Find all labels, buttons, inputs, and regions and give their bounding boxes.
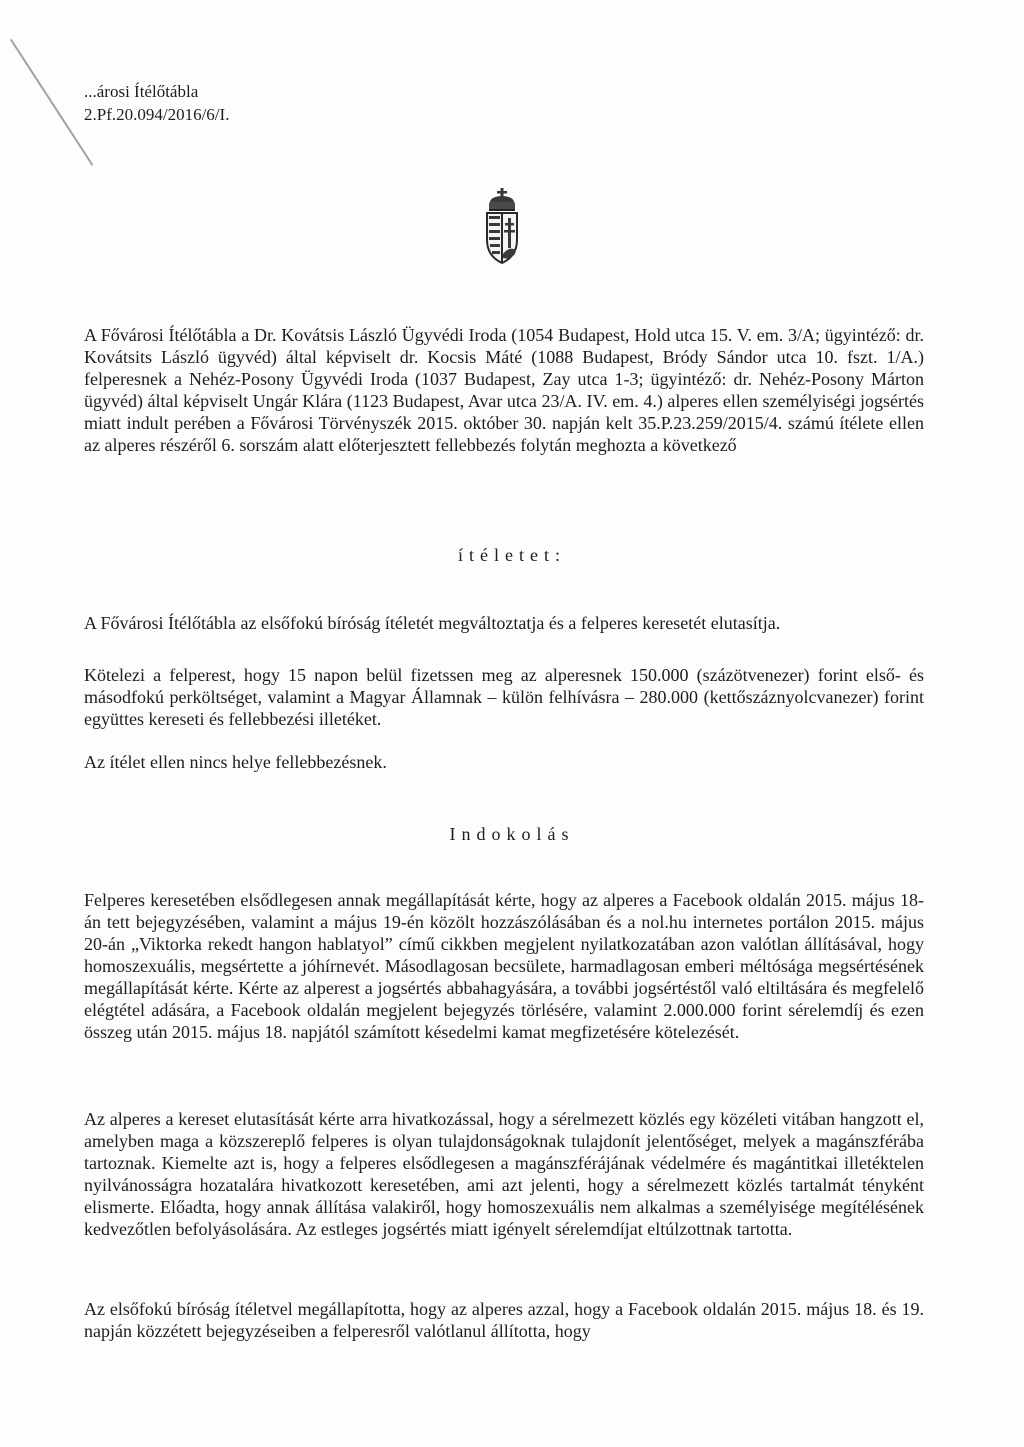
- reasons-paragraph-3: Az elsőfokú bíróság ítéletvel megállapította, hogy az alperes azzal, hogy a Facebook oldalán 2015. május 18. és 19. napján közzétett bejegyzéseiben a felperesről valótlanul állította, hogy: [84, 1299, 924, 1341]
- page-fold-mark: [10, 39, 93, 166]
- intro-paragraph: A Fővárosi Ítélőtábla a Dr. Kovátsis László Ügyvédi Iroda (1054 Budapest, Hold utca 15. V. em. 3/A; ügyintéző: dr. Kovátsits László ügyvéd) által képviselt dr. Kocsis Máté (1088 Budapest, Bródy Sándor utca 10. fszt. 1/A.) felperesnek a Nehéz-Posony Ügyvédi Iroda (1037 Budapest, Zay utca 1-3; ügyintéző: dr. Nehéz-Posony Márton ügyvéd) által képviselt Ungár Klára (1123 Budapest, Avar utca 23/A. IV. em. 4.) alperes ellen személyiségi jogsértés miatt indult perében a Fővárosi Törvényszék 2015. október 30. napján kelt 35.P.23.259/2015/4. számú ítélete ellen az alperes részéről 6. sorszám alatt előterjesztett fellebbezés folytán meghozta a következő: [84, 325, 924, 455]
- decision-paragraph-3: Az ítélet ellen nincs helye fellebbezésnek.: [84, 752, 387, 772]
- court-name: ...árosi Ítélőtábla: [84, 82, 199, 101]
- judgment-heading: ítéletet:: [458, 545, 566, 565]
- reasons-paragraph-2: Az alperes a kereset elutasítását kérte arra hivatkozással, hogy a sérelmezett közlés egy közéleti vitában hangzott el, amelyben maga a közszereplő felperes is olyan tulajdonságoknak tulajdonít jelentőséget, melyek a magánszférába tartoznak. Kiemelte azt is, hogy a felperes elsődlegesen a magánszférájának védelmére és magántitkai illetéktelen nyilvánosságra hozatalára hivatkozott keresetében, ami azt jelenti, hogy a sérelmezett közlés tartalmát tényként elismerte. Előadta, hogy annak állítása valakiről, hogy homoszexuális nem alkalmas a személyisége megítélésének kedvezőtlen befolyásolására. Az estleges jogsértés miatt igényelt sérelemdíjat eltúlzottnak tartotta.: [84, 1109, 924, 1239]
- reasons-paragraph-1: Felperes keresetében elsődlegesen annak megállapítását kérte, hogy az alperes a Facebook oldalán 2015. május 18-án tett bejegyzésében, valamint a május 19-én közölt hozzászólásában és a nol.hu internetes portálon 2015. május 20-án „Viktorka rekedt hangon hablatyol” című cikkben megjelent nyilatkozatában azon valótlan állításával, hogy homoszexuális, megsértette a jóhírnevét. Másodlagosan becsülete, harmadlagosan emberi méltósága megsértésének megállapítását kérte. Kérte az alperest a jogsértés abbahagyására, a további jogsértéstől való eltiltására és megfelelő elégtétel adására, a Facebook oldalán megjelent bejegyzés törlésére, valamint 2.000.000 forint sérelemdíj és ezen összeg után 2015. május 18. napjától számított késedelmi kamat megfizetésére kötelezését.: [84, 890, 924, 1042]
- decision-paragraph-1: A Fővárosi Ítélőtábla az elsőfokú bíróság ítéletét megváltoztatja és a felperes keresetét elutasítja.: [84, 613, 781, 633]
- case-number: 2.Pf.20.094/2016/6/I.: [84, 105, 230, 124]
- decision-paragraph-2: Kötelezi a felperest, hogy 15 napon belül fizetssen meg az alperesnek 150.000 (százötvenezer) forint első- és másodfokú perköltséget, valamint a Magyar Államnak – külön felhívásra – 280.000 (kettőszáznyolcvanezer) forint együttes kereseti és fellebbezési illetéket.: [84, 665, 924, 729]
- document-header: [84, 80, 229, 126]
- hungarian-coat-of-arms-icon: [481, 188, 523, 264]
- reasons-heading: Indokolás: [449, 824, 575, 844]
